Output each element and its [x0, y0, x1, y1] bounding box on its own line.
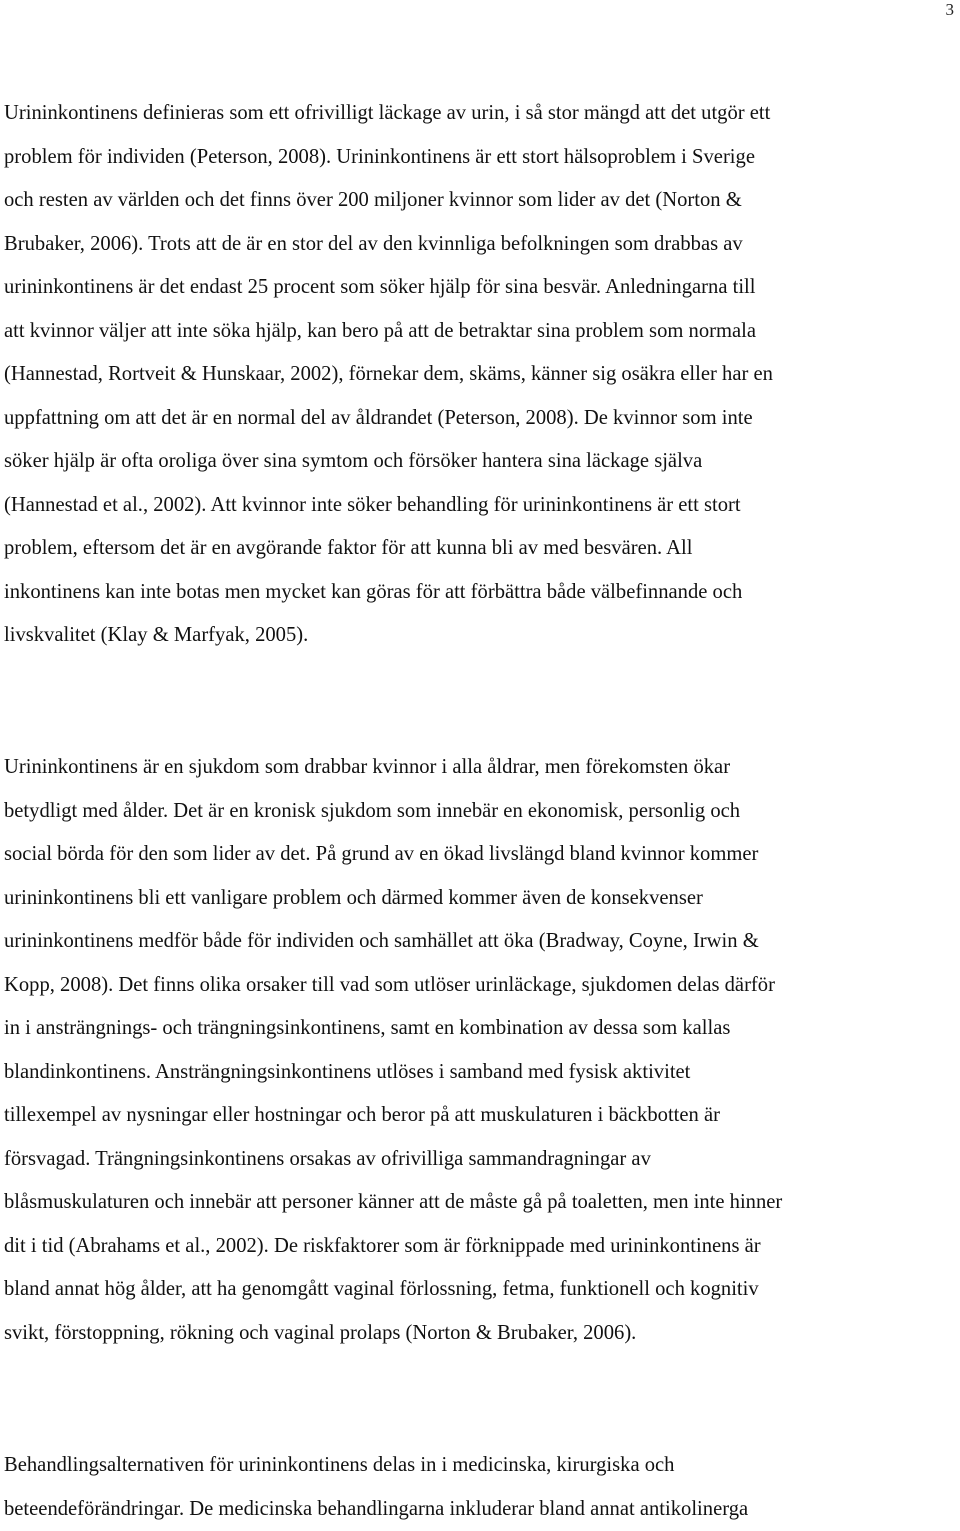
paragraph-1	[4, 92, 958, 658]
text-line: in i ansträngnings- och trängningsinkontinens, samt en kombination av dessa som kallas	[4, 1007, 958, 1051]
text-line: problem för individen (Peterson, 2008). Urininkontinens är ett stort hälsoproblem i Sverige	[4, 136, 958, 180]
text-line: Behandlingsalternativen för urininkontinens delas in i medicinska, kirurgiska och	[4, 1444, 958, 1488]
text-line: att kvinnor väljer att inte söka hjälp, kan bero på att de betraktar sina problem som normala	[4, 310, 958, 354]
text-line: och resten av världen och det finns över 200 miljoner kvinnor som lider av det (Norton &	[4, 179, 958, 223]
text-line: urininkontinens medför både för individen och samhället att öka (Bradway, Coyne, Irwin &	[4, 920, 958, 964]
text-line: Urininkontinens definieras som ett ofrivilligt läckage av urin, i så stor mängd att det utgör ett	[4, 92, 958, 136]
text-line: svikt, förstoppning, rökning och vaginal prolaps (Norton & Brubaker, 2006).	[4, 1312, 958, 1356]
text-line: (Hannestad et al., 2002). Att kvinnor inte söker behandling för urininkontinens är ett stort	[4, 484, 958, 528]
text-line: bland annat hög ålder, att ha genomgått vaginal förlossning, fetma, funktionell och kognitiv	[4, 1268, 958, 1312]
text-line: livskvalitet (Klay & Marfyak, 2005).	[4, 614, 958, 658]
text-line: uppfattning om att det är en normal del av åldrandet (Peterson, 2008). De kvinnor som inte	[4, 397, 958, 441]
text-line: blandinkontinens. Ansträngningsinkontinens utlöses i samband med fysisk aktivitet	[4, 1051, 958, 1095]
text-line: Kopp, 2008). Det finns olika orsaker till vad som utlöser urinläckage, sjukdomen delas därför	[4, 964, 958, 1008]
text-line: beteendeförändringar. De medicinska behandlingarna inkluderar bland annat antikolinerga	[4, 1488, 958, 1531]
text-line: Urininkontinens är en sjukdom som drabbar kvinnor i alla åldrar, men förekomsten ökar	[4, 746, 958, 790]
text-line: tillexempel av nysningar eller hostningar och beror på att muskulaturen i bäckbotten är	[4, 1094, 958, 1138]
paragraph-2	[4, 746, 958, 1355]
paragraph-3	[4, 1444, 958, 1531]
text-line: inkontinens kan inte botas men mycket kan göras för att förbättra både välbefinnande och	[4, 571, 958, 615]
text-line: urininkontinens bli ett vanligare problem och därmed kommer även de konsekvenser	[4, 877, 958, 921]
text-line: söker hjälp är ofta oroliga över sina symtom och försöker hantera sina läckage själva	[4, 440, 958, 484]
text-line: Brubaker, 2006). Trots att de är en stor del av den kvinnliga befolkningen som drabbas av	[4, 223, 958, 267]
page-number: 3	[946, 0, 955, 20]
text-line: (Hannestad, Rortveit & Hunskaar, 2002), förnekar dem, skäms, känner sig osäkra eller har en	[4, 353, 958, 397]
text-line: blåsmuskulaturen och innebär att personer känner att de måste gå på toaletten, men inte hinner	[4, 1181, 958, 1225]
text-line: försvagad. Trängningsinkontinens orsakas av ofrivilliga sammandragningar av	[4, 1138, 958, 1182]
text-line: urininkontinens är det endast 25 procent som söker hjälp för sina besvär. Anledningarna till	[4, 266, 958, 310]
text-line: social börda för den som lider av det. På grund av en ökad livslängd bland kvinnor kommer	[4, 833, 958, 877]
text-line: dit i tid (Abrahams et al., 2002). De riskfaktorer som är förknippade med urininkontinens är	[4, 1225, 958, 1269]
text-line: betydligt med ålder. Det är en kronisk sjukdom som innebär en ekonomisk, personlig och	[4, 790, 958, 834]
text-line: problem, eftersom det är en avgörande faktor för att kunna bli av med besvären. All	[4, 527, 958, 571]
